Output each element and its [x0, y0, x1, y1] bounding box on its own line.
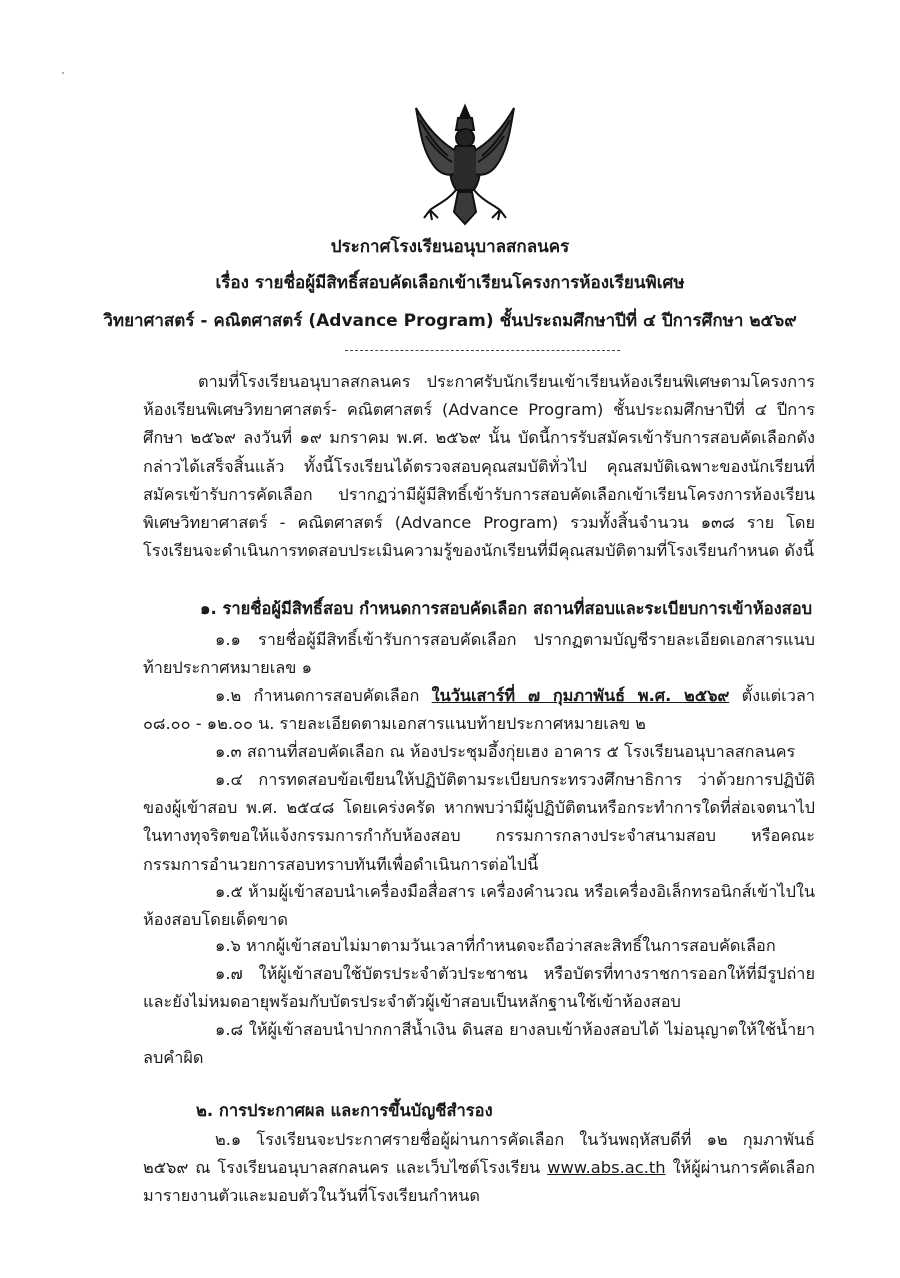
school-website-link[interactable]: www.abs.ac.th — [547, 1158, 666, 1178]
item-1-3: ๑.๓ สถานที่สอบคัดเลือก ณ ห้องประชุมอึ้งกุ่ยเฮง อาคาร ๕ โรงเรียนอนุบาลสกลนคร — [215, 742, 796, 761]
scan-speck — [62, 72, 64, 74]
item-1-2-time: ตั้งแต่เวลา ๐๘.๐๐ - ๑๒.๐๐ น. รายละเอียดตามเอกสารแนบท้ายประกาศหมายเลข ๒ — [143, 686, 816, 734]
item-2-1 — [143, 1126, 815, 1211]
announcement-title: ประกาศโรงเรียนอนุบาลสกลนคร — [330, 237, 570, 257]
item-1-2-text: ๑.๒ กำหนดการสอบคัดเลือก — [215, 686, 432, 705]
item-1-1: ๑.๑ รายชื่อผู้มีสิทธิ์เข้ารับการสอบคัดเลือก ปรากฏตามบัญชีรายละเอียดเอกสารแนบท้ายประกาศหมายเลข ๑ — [143, 630, 815, 678]
header-divider — [345, 350, 620, 351]
item-1-7: ๑.๗ ให้ผู้เข้าสอบใช้บัตรประจำตัวประชาชน หรือบัตรที่ทางราชการออกให้ที่มีรูปถ่ายและยังไม่หมดอายุพร้อมกับบัตรประจำตัวผู้เข้าสอบเป็นหลักฐานใช้เข้าห้องสอบ — [143, 964, 815, 1012]
intro-paragraph: ตามที่โรงเรียนอนุบาลสกลนคร ประกาศรับนักเรียนเข้าเรียนห้องเรียนพิเศษตามโครงการห้องเรียนพิเศษวิทยาศาสตร์- คณิตศาสตร์ (Advance Program) ชั้นประถมศึกษาปีที่ ๔ ปีการศึกษา ๒๕๖๙ ลงวันที่ ๑๙ มกราคม พ.ศ. ๒๕๖๙ นั้น บัดนี้การรับสมัครเข้ารับการสอบคัดเลือกดังกล่าวได้เสร็จสิ้นแล้ว ทั้งนี้โรงเรียนได้ตรวจสอบคุณสมบัติทั่วไป คุณสมบัติเฉพาะของนักเรียนที่สมัครเข้ารับการคัดเลือก ปรากฏว่ามีผู้มีสิทธิ์เข้ารับการสอบคัดเลือกเข้าเรียนโครงการห้องเรียนพิเศษวิทยาศาสตร์ - คณิตศาสตร์ (Advance Program) รวมทั้งสิ้นจำนวน ๑๓๘ ราย โดยโรงเรียนจะดำเนินการทดสอบประเมินความรู้ของนักเรียนที่มีคุณสมบัติตามที่โรงเรียนกำหนด ดังนี้ — [143, 372, 815, 561]
section-2-title: ๒. การประกาศผล และการขึ้นบัญชีสำรอง — [196, 1101, 493, 1120]
item-1-4: ๑.๔ การทดสอบข้อเขียนให้ปฏิบัติตามระเบียบกระทรวงศึกษาธิการ ว่าด้วยการปฏิบัติของผู้เข้าสอบ พ.ศ. ๒๕๔๘ โดยเคร่งครัด หากพบว่ามีผู้ปฏิบัติตนหรือกระทำการใดที่ส่อเจตนาไปในทางทุจริตขอให้แจ้งกรรมการกำกับห้องสอบ กรรมการกลางประจำสนามสอบ หรือคณะกรรมการอำนวยการสอบทราบทันทีเพื่อดำเนินการต่อไปนี้ — [143, 770, 815, 874]
item-2-1-text-end: ให้ผู้ผ่านการคัดเลือก มารายงานตัวและมอบตัวในวันที่โรงเรียนกำหนด — [143, 1158, 815, 1206]
item-1-6: ๑.๖ หากผู้เข้าสอบไม่มาตามวันเวลาที่กำหนดจะถือว่าสละสิทธิ์ในการสอบคัดเลือก — [215, 936, 776, 955]
garuda-emblem — [408, 100, 522, 228]
item-1-5: ๑.๕ ห้ามผู้เข้าสอบนำเครื่องมือสื่อสาร เครื่องคำนวณ หรือเครื่องอิเล็กทรอนิกส์เข้าไปในห้องสอบโดยเด็ดขาด — [143, 882, 815, 930]
exam-date: ในวันเสาร์ที่ ๗ กุมภาพันธ์ พ.ศ. ๒๕๖๙ — [431, 686, 730, 705]
item-2-1-text: ๒.๑ โรงเรียนจะประกาศรายชื่อผู้ผ่านการคัดเลือก ในวันพฤหัสบดีที่ ๑๒ กุมภาพันธ์ ๒๕๖๙ ณ โรงเรียนอนุบาลสกลนคร และเว็บไซต์โรงเรียน — [143, 1130, 815, 1178]
announcement-subject-line2: วิทยาศาสตร์ - คณิตศาสตร์ (Advance Program) ชั้นประถมศึกษาปีที่ ๔ ปีการศึกษา ๒๕๖๙ — [103, 311, 797, 331]
item-1-8: ๑.๘ ให้ผู้เข้าสอบนำปากกาสีน้ำเงิน ดินสอ ยางลบเข้าห้องสอบได้ ไม่อนุญาตให้ใช้น้ำยาลบคำผิด — [143, 1020, 815, 1068]
announcement-subject: เรื่อง รายชื่อผู้มีสิทธิ์สอบคัดเลือกเข้าเรียนโครงการห้องเรียนพิเศษ — [215, 273, 685, 293]
item-1-2 — [143, 682, 815, 738]
section-1-title: ๑. รายชื่อผู้มีสิทธิ์สอบ กำหนดการสอบคัดเลือก สถานที่สอบและระเบียบการเข้าห้องสอบ — [200, 599, 813, 618]
